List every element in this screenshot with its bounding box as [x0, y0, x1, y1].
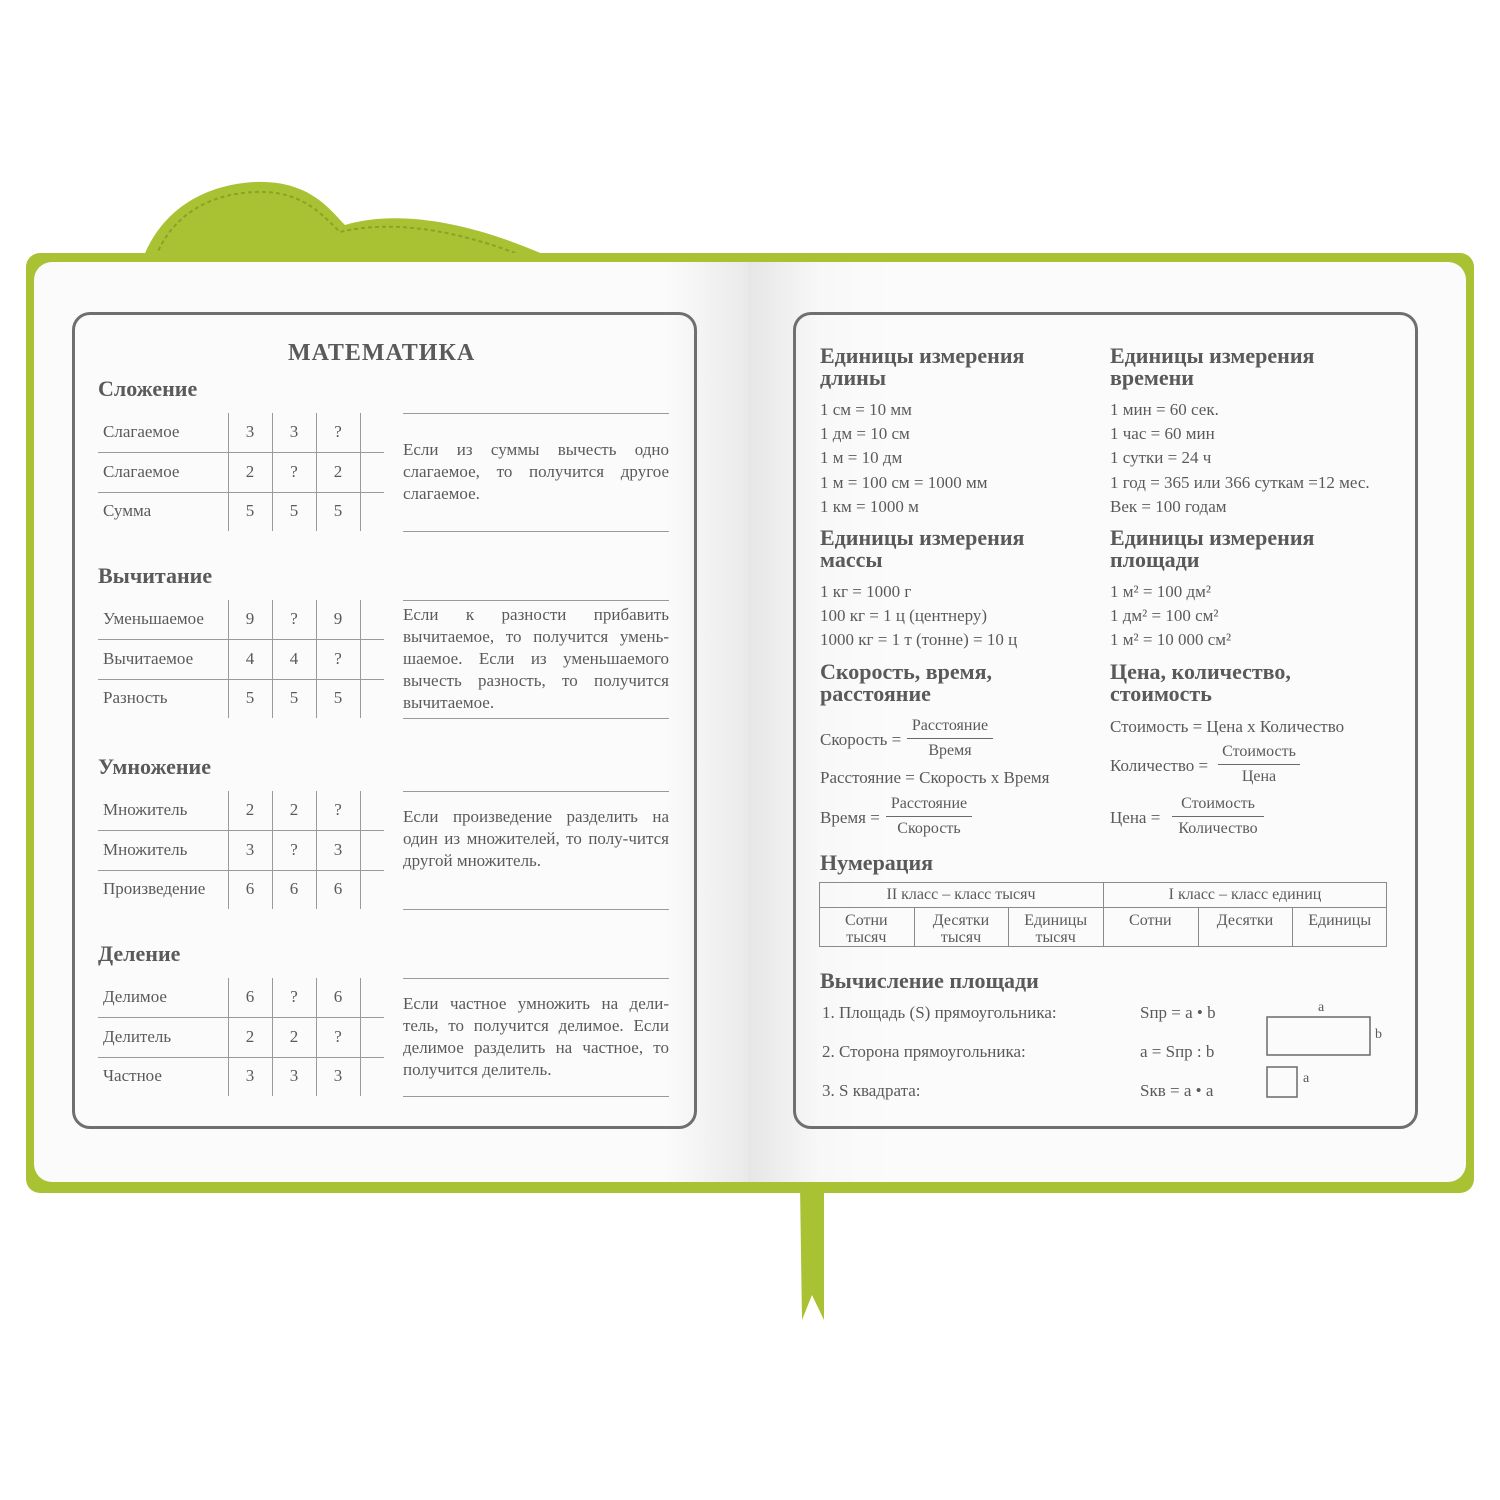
- table-cell: 9: [245, 609, 255, 628]
- rule-divider: [403, 791, 669, 792]
- fraction-bar: [1172, 816, 1264, 817]
- table-cell: ?: [290, 461, 298, 481]
- row-label: Произведение: [103, 879, 206, 898]
- quantity-formula-left: Количество =: [1110, 756, 1209, 775]
- unit-line: 1 дм = 10 см: [820, 424, 910, 444]
- table-rule: [98, 830, 384, 831]
- unit-line: 1 дм² = 100 см²: [1110, 606, 1219, 626]
- table-cell: 2: [245, 1026, 255, 1046]
- table-cell: 2: [289, 800, 299, 819]
- area-formula-1: Sпр = a • b: [1140, 1003, 1216, 1022]
- row-label: Разность: [103, 688, 168, 707]
- unit-line: 1 сутки = 24 ч: [1110, 448, 1212, 468]
- unit-line: 1 год = 365 или 366 суткам =12 мес.: [1110, 472, 1370, 492]
- row-label: Делимое: [103, 987, 167, 1006]
- area-formula-2: a = Sпр : b: [1140, 1042, 1215, 1061]
- row-label: Множитель: [103, 800, 188, 819]
- table-cell: 2: [245, 800, 255, 819]
- mass-units-title: Единицы измерения массы: [820, 525, 1025, 572]
- unit-line: 100 кг = 1 ц (центнеру): [820, 606, 988, 626]
- table-cell: 5: [289, 501, 299, 520]
- unit-line: 1 м² = 100 дм²: [1110, 582, 1211, 601]
- class-units-header: I класс – класс единиц: [1168, 886, 1322, 903]
- table-cell: 6: [245, 879, 255, 898]
- numbering-column-label: Единицы: [1024, 912, 1088, 929]
- section-title: Вычитание: [98, 563, 213, 588]
- length-units-title: Единицы измерения длины: [820, 343, 1025, 390]
- table-rule: [98, 679, 384, 680]
- cost-formula: Стоимость = Цена х Количество: [1110, 717, 1345, 736]
- table-rule: [98, 870, 384, 871]
- row-label: Делитель: [103, 1026, 172, 1046]
- unit-line: 1000 кг = 1 т (тонне) = 10 ц: [820, 630, 1018, 650]
- rule-divider: [403, 978, 669, 979]
- time-units-title: Единицы измерения времени: [1110, 343, 1315, 390]
- table-cell: 3: [245, 839, 255, 859]
- speed-title: Скорость, время, расстояние: [820, 659, 992, 706]
- distance-formula: Расстояние = Скорость х Время: [820, 768, 1050, 787]
- unit-line: 1 м = 100 см = 1000 мм: [820, 472, 988, 492]
- quantity-formula-den: Цена: [1241, 768, 1277, 785]
- speed-formula-den: Время: [928, 742, 972, 759]
- rule-text: Если частное умножить на дели-тель, то получится делимое. Если делимое разделить на частное, то получится делитель.: [403, 994, 669, 1079]
- numbering-column-label: Десятки: [932, 912, 990, 929]
- time-formula-num: Расстояние: [890, 795, 968, 812]
- fraction-bar: [1218, 764, 1300, 765]
- rule-text: Если произведение разделить на один из множителей, то полу-чится другой множитель.: [403, 807, 669, 870]
- numbering-title: Нумерация: [820, 850, 934, 875]
- table-cell: 5: [245, 501, 255, 520]
- section-title: Сложение: [98, 376, 198, 401]
- area-calc-title: Вычисление площади: [820, 968, 1039, 993]
- numbering-column-label: тысяч: [846, 929, 887, 946]
- area-rule-2: 2. Сторона прямоугольника:: [822, 1042, 1026, 1061]
- table-cell: 3: [245, 422, 255, 441]
- unit-line: 1 км = 1000 м: [820, 496, 919, 516]
- unit-line: 1 м = 10 дм: [820, 448, 903, 468]
- table-cell: ?: [334, 648, 342, 668]
- speed-formula-num: Расстояние: [911, 717, 989, 734]
- bookmark-ribbon: [800, 1185, 824, 1320]
- table-cell: 3: [289, 1066, 299, 1085]
- area-rule-3: 3. S квадрата:: [822, 1081, 921, 1100]
- area-formula-3: Sкв = a • a: [1140, 1081, 1214, 1100]
- unit-line: 1 см = 10 мм: [820, 400, 912, 419]
- class-thousands-header: II класс – класс тысяч: [886, 886, 1036, 903]
- table-cell: ?: [334, 800, 342, 819]
- rule-divider: [403, 600, 669, 601]
- unit-line: 1 м² = 10 000 см²: [1110, 630, 1232, 650]
- rect-side-a: a: [1318, 1000, 1325, 1015]
- numbering-column-label: Десятки: [1216, 912, 1274, 929]
- rectangle-diagram: [1262, 1002, 1392, 1102]
- table-cell: 3: [333, 1066, 343, 1085]
- row-label: Множитель: [103, 839, 188, 859]
- table-rule: [360, 413, 361, 531]
- fraction-bar: [907, 738, 993, 739]
- table-cell: ?: [290, 609, 298, 628]
- rule-divider: [403, 718, 669, 719]
- table-rule: [360, 978, 361, 1096]
- table-cell: 3: [289, 422, 299, 441]
- row-label: Слагаемое: [103, 422, 180, 441]
- quantity-formula-num: Стоимость: [1222, 743, 1296, 760]
- table-cell: 6: [333, 879, 343, 898]
- table-cell: 5: [333, 688, 343, 707]
- price-formula-num: Стоимость: [1181, 795, 1255, 812]
- table-cell: 4: [289, 648, 299, 668]
- table-cell: ?: [290, 839, 298, 859]
- table-rule: [360, 600, 361, 718]
- table-cell: 6: [289, 879, 299, 898]
- time-formula-den: Скорость: [897, 820, 961, 837]
- numbering-column-label: тысяч: [940, 929, 982, 946]
- unit-line: Век = 100 годам: [1110, 496, 1227, 516]
- price-formula-left: Цена =: [1110, 808, 1161, 827]
- rect-side-b: b: [1375, 1027, 1382, 1042]
- area-units-title: Единицы измерения площади: [1110, 525, 1315, 572]
- unit-line: 1 мин = 60 сек.: [1110, 400, 1219, 419]
- section-title: Умножение: [98, 754, 211, 779]
- table-cell: 6: [333, 987, 343, 1006]
- numbering-column-label: Сотни: [845, 912, 888, 929]
- table-cell: 9: [333, 609, 343, 628]
- table-cell: 5: [333, 501, 343, 520]
- table-rule: [360, 791, 361, 909]
- table-cell: ?: [290, 987, 298, 1006]
- rule-text: Если из суммы вычесть одно слагаемое, то получится другое слагаемое.: [403, 440, 669, 503]
- row-label: Уменьшаемое: [103, 609, 204, 628]
- table-cell: 2: [289, 1026, 299, 1046]
- row-label: Слагаемое: [103, 461, 180, 481]
- page-title: МАТЕМАТИКА: [288, 340, 476, 366]
- row-label: Сумма: [103, 501, 152, 520]
- price-title: Цена, количество, стоимость: [1110, 659, 1291, 706]
- fraction-bar: [886, 816, 972, 817]
- table-cell: 3: [245, 1066, 255, 1085]
- table-cell: 3: [333, 839, 343, 859]
- numbering-column-label: Единицы: [1308, 912, 1372, 929]
- table-cell: 6: [245, 987, 255, 1006]
- row-label: Частное: [103, 1066, 162, 1085]
- unit-line: 1 кг = 1000 г: [820, 582, 912, 601]
- table-cell: ?: [334, 422, 342, 441]
- time-formula-left: Время =: [820, 808, 880, 827]
- table-cell: 4: [245, 648, 255, 668]
- table-rule: [98, 639, 384, 640]
- rule-text: Если к разности прибавить вычитаемое, то получится умень-шаемое. Если из уменьшаемого вычесть разность, то получится вычитаемое.: [403, 605, 669, 712]
- area-rule-1: 1. Площадь (S) прямоугольника:: [822, 1003, 1057, 1022]
- section-title: Деление: [98, 941, 181, 966]
- table-cell: 5: [245, 688, 255, 707]
- rule-divider: [403, 1096, 669, 1097]
- table-cell: ?: [334, 1026, 342, 1046]
- rule-divider: [403, 413, 669, 414]
- table-rule: [98, 452, 384, 453]
- price-formula-den: Количество: [1178, 820, 1258, 837]
- row-label: Вычитаемое: [103, 648, 194, 668]
- rule-divider: [403, 909, 669, 910]
- table-cell: 2: [245, 461, 255, 481]
- numbering-column-label: Сотни: [1129, 912, 1172, 929]
- numbering-column-label: тысяч: [1035, 929, 1076, 946]
- rule-divider: [403, 531, 669, 532]
- table-cell: 5: [289, 688, 299, 707]
- table-rule: [98, 492, 384, 493]
- table-cell: 2: [333, 461, 343, 481]
- speed-formula-left: Скорость =: [820, 730, 902, 749]
- unit-line: 1 час = 60 мин: [1110, 424, 1215, 444]
- table-rule: [98, 1057, 384, 1058]
- table-rule: [98, 1017, 384, 1018]
- square-side-a: a: [1303, 1071, 1310, 1086]
